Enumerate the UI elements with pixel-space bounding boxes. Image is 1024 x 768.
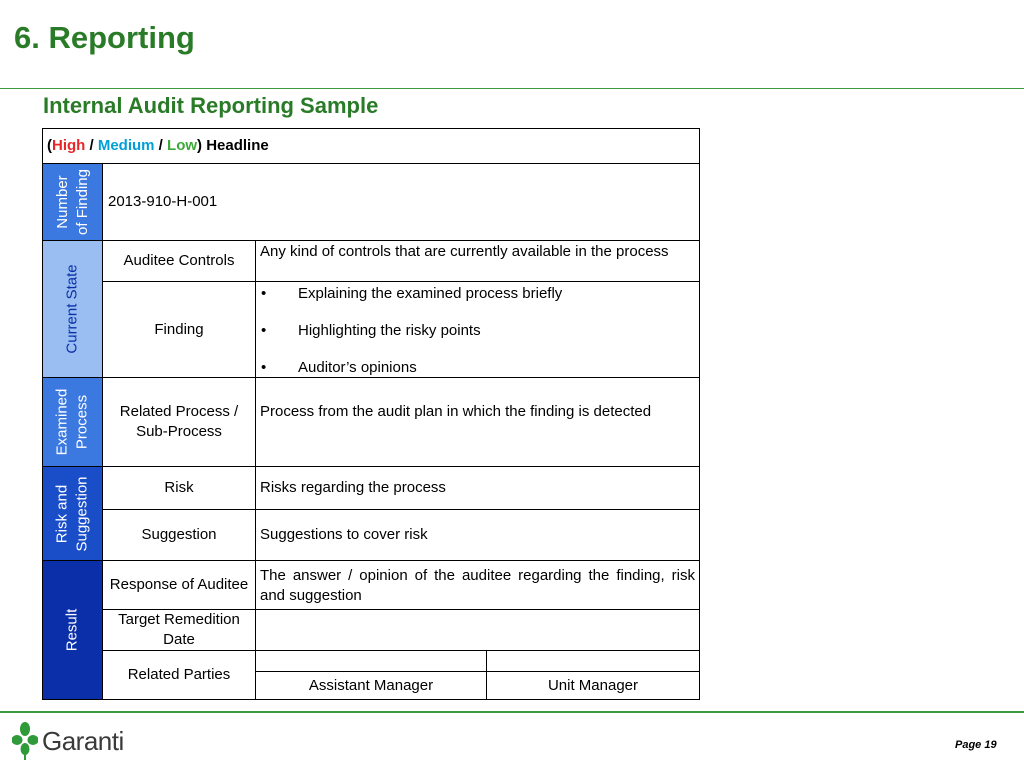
headline-high: High xyxy=(52,137,86,154)
section-result-label: Result xyxy=(63,608,81,652)
finding-bullet-list xyxy=(256,284,699,378)
finding-label-cell xyxy=(102,281,256,378)
target-date-label: Target Remedition Date xyxy=(118,611,240,648)
bullet-icon: • xyxy=(261,322,267,339)
list-item xyxy=(256,321,699,358)
finding-item-text: Highlighting the risky points xyxy=(298,322,481,339)
suggestion-value-cell xyxy=(255,509,700,561)
footer-divider xyxy=(0,711,1024,713)
finding-value-cell xyxy=(255,281,700,378)
role-label: Unit Manager xyxy=(547,676,639,694)
finding-item-text: Auditor’s opinions xyxy=(298,359,417,376)
suggestion-label: Suggestion xyxy=(141,526,217,543)
section-current-state-label: Current State xyxy=(63,264,81,354)
section-examined-process xyxy=(42,377,103,467)
signature-cell-unit-manager xyxy=(486,650,700,672)
headline-low: Low xyxy=(167,137,198,154)
role-cell-unit-manager xyxy=(486,671,700,700)
finding-item-text: Explaining the examined process briefly xyxy=(298,285,563,302)
response-value-cell xyxy=(255,560,700,610)
auditee-controls-label-cell xyxy=(102,240,256,282)
target-date-value-cell xyxy=(255,609,700,651)
related-parties-label-cell xyxy=(102,650,256,700)
audit-report-table xyxy=(42,128,700,700)
section-examined-process-label: Examined Process xyxy=(53,388,91,456)
finding-number: 2013-910-H-001 xyxy=(108,193,218,210)
role-label: Assistant Manager xyxy=(308,676,434,694)
suggestion-value: Suggestions to cover risk xyxy=(260,526,428,543)
related-process-value: Process from the audit plan in which the finding is detected xyxy=(260,403,652,420)
target-date-label-cell xyxy=(102,609,256,651)
risk-value: Risks regarding the process xyxy=(260,479,446,496)
page-number: Page 19 xyxy=(955,739,997,751)
page-title: 6. Reporting xyxy=(14,20,195,55)
logo-text: Garanti xyxy=(42,725,124,756)
section-current-state xyxy=(42,240,103,378)
section-risk-and-suggestion xyxy=(42,466,103,561)
bullet-icon: • xyxy=(261,359,267,376)
signature-cell-assistant-manager xyxy=(255,650,487,672)
headline-open-paren: ( xyxy=(47,137,52,154)
auditee-controls-value: Any kind of controls that are currently available in the process xyxy=(260,243,669,260)
role-cell-assistant-manager xyxy=(255,671,487,700)
headline-sep-2: / xyxy=(154,137,168,154)
headline-medium: Medium xyxy=(97,137,155,154)
list-item xyxy=(256,284,699,321)
related-process-label: Related Process / Sub-Process xyxy=(119,403,239,440)
section-risk-and-suggestion-label: Risk and Suggestion xyxy=(53,475,91,552)
response-value: The answer / opinion of the auditee regarding the finding, risk and suggestion xyxy=(260,567,695,604)
suggestion-label-cell xyxy=(102,509,256,561)
headline-row xyxy=(42,128,700,164)
list-item xyxy=(256,358,699,378)
related-process-value-cell xyxy=(255,377,700,467)
report-subtitle: Internal Audit Reporting Sample xyxy=(43,93,379,118)
finding-number-cell xyxy=(102,163,700,241)
risk-label: Risk xyxy=(164,479,194,496)
finding-label: Finding xyxy=(154,320,204,338)
related-process-label-cell xyxy=(102,377,256,467)
clover-logo-icon xyxy=(12,722,38,760)
section-number-of-finding xyxy=(42,163,103,241)
risk-value-cell xyxy=(255,466,700,510)
section-number-of-finding-label: Number of Finding xyxy=(53,169,91,235)
garanti-logo xyxy=(12,722,124,760)
bullet-icon: • xyxy=(261,285,267,302)
response-label: Response of Auditee xyxy=(109,576,249,593)
risk-label-cell xyxy=(102,466,256,510)
related-parties-label: Related Parties xyxy=(127,666,231,683)
headline-sep-1: / xyxy=(85,137,98,154)
auditee-controls-value-cell xyxy=(255,240,700,282)
response-label-cell xyxy=(102,560,256,610)
auditee-controls-label: Auditee Controls xyxy=(123,252,235,269)
section-result xyxy=(42,560,103,700)
title-divider xyxy=(0,88,1024,89)
headline-close: ) Headline xyxy=(197,137,269,154)
